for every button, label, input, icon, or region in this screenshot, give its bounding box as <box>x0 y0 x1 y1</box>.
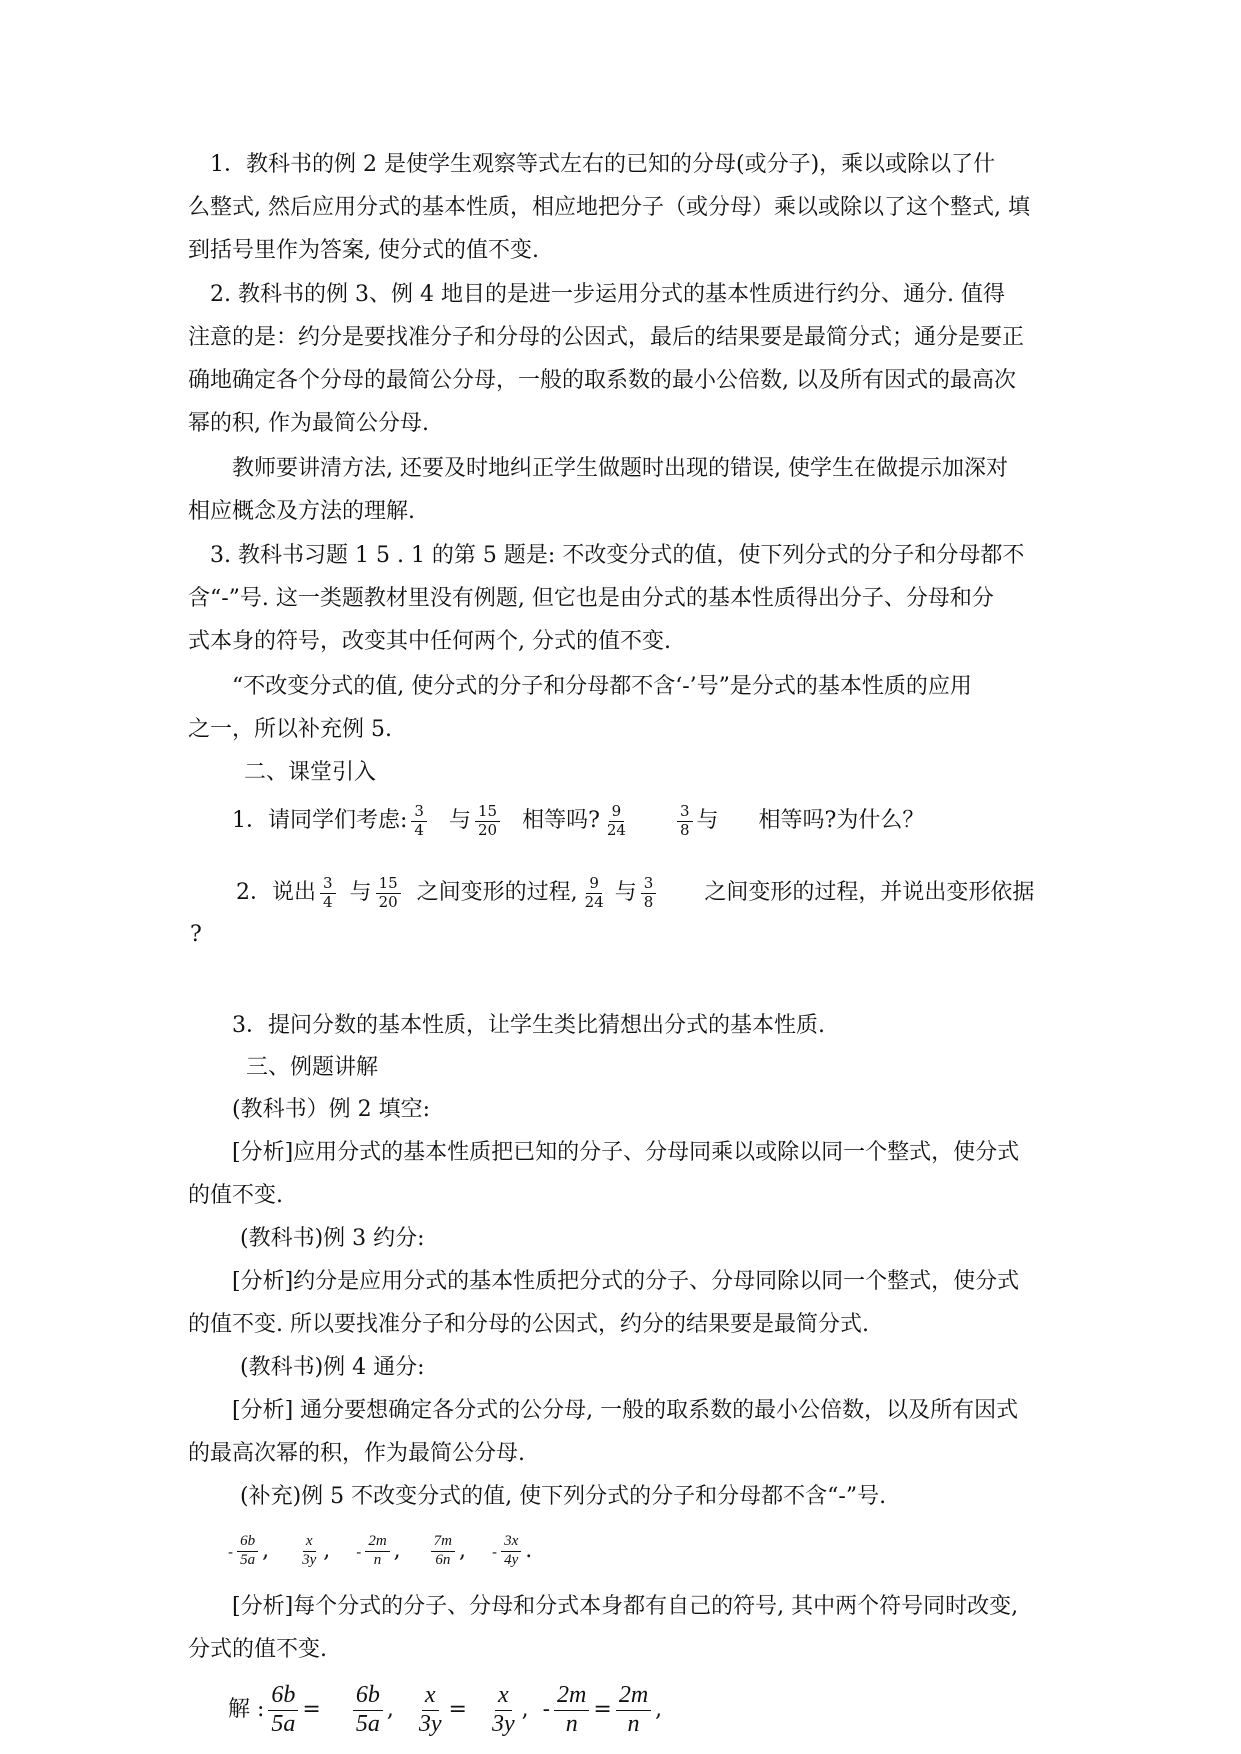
analysis-line: 的最高次幂的积，作为最简公分母. <box>188 1441 525 1466</box>
numerator: 15 <box>475 803 500 821</box>
denominator: 3y <box>418 1710 442 1737</box>
denominator: 24 <box>584 892 604 911</box>
denominator: 3y <box>302 1551 317 1568</box>
section-heading: 三、例题讲解 <box>246 1055 379 1080</box>
denominator: n <box>565 1710 578 1737</box>
comma: , <box>386 1697 394 1722</box>
fraction <box>411 803 427 839</box>
denominator: 6n <box>435 1551 451 1568</box>
comma: , <box>262 1538 270 1563</box>
minus-sign: - <box>228 1543 234 1561</box>
paragraph-line: 式本身的符号，改变其中任何两个, 分式的值不变. <box>188 629 671 654</box>
equals-sign: = <box>593 1697 612 1722</box>
fraction <box>501 1533 521 1569</box>
numerator: x <box>422 1682 439 1711</box>
text: 之间变形的过程, <box>416 880 578 905</box>
paragraph-line: 注意的是：约分是要找准分子和分母的公因式，最后的结果要是最简分式；通分是要正 <box>188 325 1025 350</box>
solution-label: 解 : <box>228 1697 265 1722</box>
denominator: 8 <box>643 892 654 911</box>
fraction <box>489 1682 518 1738</box>
numerator: 6b <box>353 1682 383 1711</box>
fraction <box>365 1533 389 1569</box>
text: 与 <box>448 808 471 833</box>
denominator: 24 <box>606 820 626 839</box>
text: 与 <box>349 880 372 905</box>
fraction <box>320 875 336 911</box>
text: 之间变形的过程，并说出变形依据 <box>704 880 1035 905</box>
denominator: 5a <box>271 1710 296 1737</box>
solution-line <box>228 1676 662 1744</box>
comma: , <box>393 1538 401 1563</box>
numerator: 3 <box>411 803 427 821</box>
paragraph-line: “不改变分式的值, 使分式的分子和分母都不含‘-’号”是分式的基本性质的应用 <box>232 674 972 699</box>
denominator: 4y <box>504 1551 519 1568</box>
numerator: 9 <box>586 875 602 893</box>
denominator: 3y <box>491 1710 515 1737</box>
text: 与 <box>614 880 637 905</box>
numerator: x <box>303 1533 316 1551</box>
paragraph-line: 之一，所以补充例 5. <box>188 717 392 742</box>
analysis-line: 分式的值不变. <box>188 1637 327 1662</box>
denominator: 8 <box>679 820 690 839</box>
paragraph-line: 3. 教科书习题 1 5 . 1 的第 5 题是: 不改变分式的值，使下列分式的分子和分母都不 <box>210 543 1025 568</box>
fraction <box>616 1682 651 1738</box>
example-heading: (补充)例 5 不改变分式的值, 使下列分式的分子和分母都不含“-”号. <box>240 1484 887 1509</box>
text: 2．说出 <box>236 880 316 905</box>
question-3: 3．提问分数的基本性质，让学生类比猜想出分式的基本性质. <box>232 1013 825 1038</box>
denominator: 20 <box>378 892 398 911</box>
fraction <box>677 803 693 839</box>
numerator: 3 <box>677 803 693 821</box>
analysis-line: 的值不变. 所以要找准分子和分母的公因式，约分的结果要是最简分式. <box>188 1312 869 1337</box>
text: 相等吗?为什么？ <box>758 808 925 833</box>
comma: , <box>459 1538 467 1563</box>
paragraph-line: 含“-”号. 这一类题教材里没有例题, 但它也是由分式的基本性质得出分子、分母和分 <box>188 586 994 611</box>
denominator: 5a <box>355 1710 380 1737</box>
analysis-line: 的值不变. <box>188 1183 283 1208</box>
numerator: 2m <box>554 1682 589 1711</box>
fraction <box>299 1533 319 1569</box>
numerator: 2m <box>616 1682 651 1711</box>
fraction <box>376 875 401 911</box>
numerator: 3x <box>501 1533 521 1551</box>
fraction <box>268 1682 298 1738</box>
equals-sign: = <box>302 1697 321 1722</box>
numerator: 15 <box>376 875 401 893</box>
fraction <box>604 803 629 839</box>
minus-sign: - <box>492 1543 498 1561</box>
fraction <box>237 1533 258 1569</box>
paragraph-line: 相应概念及方法的理解. <box>188 499 415 524</box>
fraction <box>554 1682 589 1738</box>
denominator: n <box>627 1710 640 1737</box>
equals-sign: = <box>448 1697 467 1722</box>
minus-sign: - <box>542 1697 551 1722</box>
numerator: 2m <box>365 1533 389 1551</box>
section-heading: 二、课堂引入 <box>244 760 377 785</box>
numerator: 6b <box>237 1533 258 1551</box>
fraction <box>416 1682 445 1738</box>
paragraph-line: 么整式, 然后应用分式的基本性质，相应地把分子（或分母）乘以或除以了这个整式, 填 <box>188 195 1030 220</box>
example-5-expressions <box>228 1524 532 1579</box>
analysis-line: [分析]应用分式的基本性质把已知的分子、分母同乘以或除以同一个整式，使分式 <box>232 1140 1020 1165</box>
fraction <box>353 1682 383 1738</box>
paragraph-line: 教师要讲清方法, 还要及时地纠正学生做题时出现的错误, 使学生在做提示加深对 <box>232 456 1008 481</box>
question-2-tail: ? <box>190 922 202 947</box>
analysis-line: [分析]每个分式的分子、分母和分式本身都有自己的符号, 其中两个符号同时改变, <box>232 1594 1019 1619</box>
text: 相等吗? <box>522 808 600 833</box>
example-heading: (教科书)例 4 通分: <box>240 1355 425 1380</box>
period: . <box>525 1538 533 1563</box>
example-heading: (教科书)例 3 约分: <box>240 1226 425 1251</box>
example-heading: (教科书）例 2 填空: <box>232 1097 430 1122</box>
fraction <box>582 875 607 911</box>
analysis-line: [分析]约分是应用分式的基本性质把分式的分子、分母同除以同一个整式，使分式 <box>232 1269 1020 1294</box>
numerator: 9 <box>609 803 625 821</box>
numerator: 3 <box>320 875 336 893</box>
comma: , <box>521 1697 529 1722</box>
comma: , <box>655 1697 663 1722</box>
paragraph-line: 2. 教科书的例 3、例 4 地目的是进一步运用分式的基本性质进行约分、通分. 值得 <box>210 282 1005 307</box>
paragraph-line: 1．教科书的例 2 是使学生观察等式左右的已知的分母(或分子)，乘以或除以了什 <box>210 152 996 177</box>
numerator: 3 <box>641 875 657 893</box>
denominator: n <box>373 1551 382 1568</box>
numerator: x <box>495 1682 512 1711</box>
fraction <box>431 1533 455 1569</box>
analysis-line: [分析] 通分要想确定各分式的公分母, 一般的取系数的最小公倍数，以及所有因式 <box>232 1398 1019 1423</box>
comma: , <box>323 1538 331 1563</box>
denominator: 5a <box>240 1551 256 1568</box>
denominator: 20 <box>477 820 498 839</box>
denominator: 4 <box>323 892 333 911</box>
denominator: 4 <box>414 820 424 839</box>
numerator: 6b <box>268 1682 298 1711</box>
question-1 <box>232 796 924 846</box>
paragraph-line: 确地确定各个分母的最简公分母，一般的取系数的最小公倍数, 以及所有因式的最高次 <box>188 368 1016 393</box>
text: 与 <box>696 808 719 833</box>
numerator: 7m <box>431 1533 455 1551</box>
fraction <box>475 803 500 839</box>
fraction <box>641 875 657 911</box>
paragraph-line: 到括号里作为答案, 使分式的值不变. <box>188 238 539 263</box>
text: 1．请同学们考虑: <box>232 808 408 833</box>
minus-sign: - <box>356 1543 362 1561</box>
question-2 <box>236 866 1034 920</box>
paragraph-line: 幂的积, 作为最简公分母. <box>188 411 429 436</box>
